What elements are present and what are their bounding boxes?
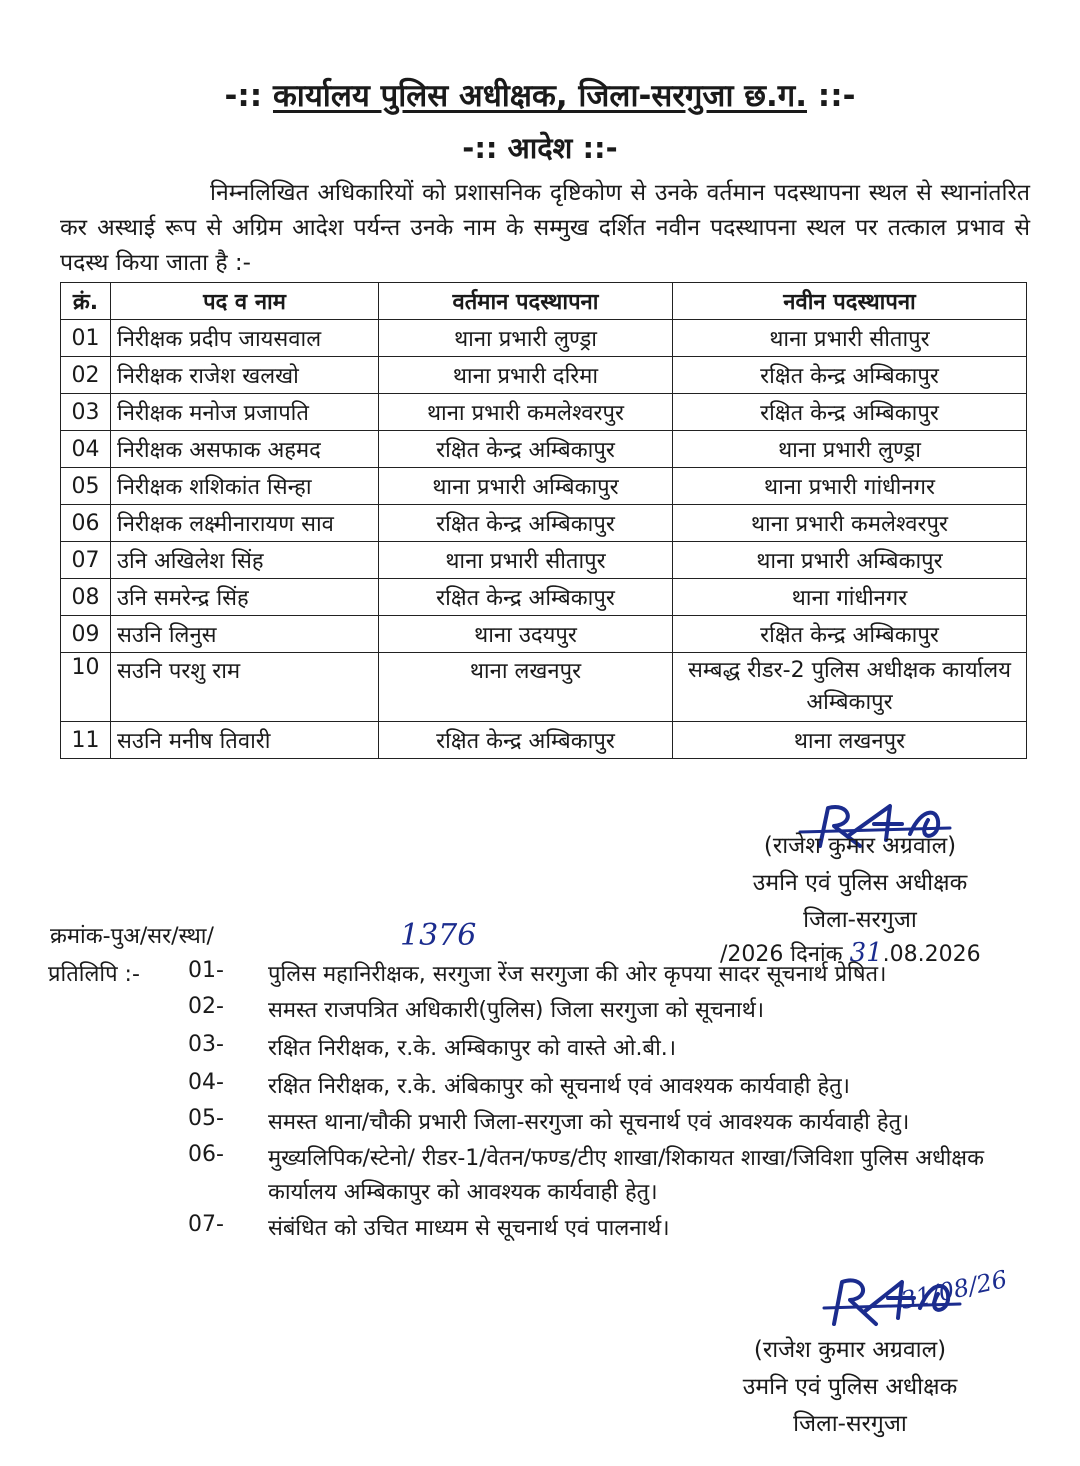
table-row bbox=[61, 431, 1027, 468]
current-posting-cell: थाना उदयपुर bbox=[379, 616, 673, 653]
serial-cell: 09 bbox=[61, 616, 111, 653]
current-posting-cell: थाना प्रभारी लुण्ड्रा bbox=[379, 320, 673, 357]
serial-cell: 02 bbox=[61, 357, 111, 394]
table-row bbox=[61, 505, 1027, 542]
item-text: रक्षित निरीक्षक, र.के. अम्बिकापुर को वास्ते ओ.बी.। bbox=[268, 1036, 677, 1061]
current-posting-cell: रक्षित केन्द्र अम्बिकापुर bbox=[379, 505, 673, 542]
serial-cell: 04 bbox=[61, 431, 111, 468]
current-posting-cell: थाना प्रभारी दरिमा bbox=[379, 357, 673, 394]
handwritten-order-number: 1376 bbox=[400, 918, 477, 953]
col-header-serial: क्रं. bbox=[61, 283, 111, 320]
item-text: रक्षित निरीक्षक, र.के. अंबिकापुर को सूचनार्थ एवं आवश्यक कार्यवाही हेतु। bbox=[268, 1074, 850, 1099]
name-cell: निरीक्षक राजेश खलखो bbox=[111, 357, 379, 394]
current-posting-cell: थाना प्रभारी सीतापुर bbox=[379, 542, 673, 579]
office-name: कार्यालय पुलिस अधीक्षक, जिला-सरगुजा छ.ग. bbox=[272, 78, 807, 114]
reference-year-date-label: /2026 दिनांक bbox=[720, 942, 843, 967]
item-text: समस्त थाना/चौकी प्रभारी जिला-सरगुजा को सूचनार्थ एवं आवश्यक कार्यवाही हेतु। bbox=[268, 1110, 910, 1135]
item-text: संबंधित को उचित माध्यम से सूचनार्थ एवं पालनार्थ। bbox=[268, 1216, 670, 1241]
col-header-new-posting: नवीन पदस्थापना bbox=[673, 283, 1027, 320]
current-posting-cell: थाना प्रभारी कमलेश्वरपुर bbox=[379, 394, 673, 431]
item-number: 01- bbox=[188, 958, 224, 983]
item-number: 06- bbox=[188, 1142, 224, 1167]
current-posting-cell: रक्षित केन्द्र अम्बिकापुर bbox=[379, 579, 673, 616]
item-number: 03- bbox=[188, 1032, 224, 1057]
table-row bbox=[61, 357, 1027, 394]
table-row bbox=[61, 579, 1027, 616]
reference-line bbox=[50, 920, 1010, 968]
new-posting-cell: थाना प्रभारी गांधीनगर bbox=[673, 468, 1027, 505]
table-row bbox=[61, 320, 1027, 357]
copy-to-label: प्रतिलिपि :- bbox=[48, 962, 140, 987]
col-header-current-posting: वर्तमान पदस्थापना bbox=[379, 283, 673, 320]
title-prefix: -:: bbox=[224, 78, 263, 114]
current-posting-cell: थाना प्रभारी अम्बिकापुर bbox=[379, 468, 673, 505]
current-posting-cell: थाना लखनपुर bbox=[379, 653, 673, 722]
item-number: 02- bbox=[188, 994, 224, 1019]
serial-cell: 11 bbox=[61, 722, 111, 759]
item-number: 07- bbox=[188, 1212, 224, 1237]
transfer-table bbox=[60, 282, 1027, 759]
signature-block-2 bbox=[710, 1332, 990, 1443]
name-cell: निरीक्षक असफाक अहमद bbox=[111, 431, 379, 468]
new-posting-cell: रक्षित केन्द्र अम्बिकापुर bbox=[673, 616, 1027, 653]
office-title bbox=[0, 74, 1080, 116]
item-text: समस्त राजपत्रित अधिकारी(पुलिस) जिला सरगुजा को सूचनार्थ। bbox=[268, 998, 765, 1023]
col-header-name: पद व नाम bbox=[111, 283, 379, 320]
title-suffix: ::- bbox=[817, 78, 856, 114]
table-row bbox=[61, 542, 1027, 579]
serial-cell: 07 bbox=[61, 542, 111, 579]
name-cell: उनि समरेन्द्र सिंह bbox=[111, 579, 379, 616]
table-row bbox=[61, 722, 1027, 759]
signatory-name: (राजेश कुमार अग्रवाल) bbox=[763, 833, 957, 859]
table-body bbox=[61, 320, 1027, 759]
item-text: पुलिस महानिरीक्षक, सरगुजा रेंज सरगुजा की ओर कृपया सादर सूचनार्थ प्रेषित। bbox=[268, 962, 887, 987]
item-text: मुख्यलिपिक/स्टेनो/ रीडर-1/वेतन/फण्ड/टीए शाखा/शिकायत शाखा/जिविशा पुलिस अधीक्षक कार्यालय अम्बिकापुर को आवश्यक कार्यवाही हेतु। bbox=[268, 1146, 984, 1205]
name-cell: सउनि परशु राम bbox=[111, 653, 379, 722]
table-row bbox=[61, 468, 1027, 505]
new-posting-cell: सम्बद्ध रीडर-2 पुलिस अधीक्षक कार्यालय अम्बिकापुर bbox=[673, 653, 1027, 722]
new-posting-cell: रक्षित केन्द्र अम्बिकापुर bbox=[673, 357, 1027, 394]
serial-cell: 03 bbox=[61, 394, 111, 431]
name-cell: निरीक्षक प्रदीप जायसवाल bbox=[111, 320, 379, 357]
serial-cell: 08 bbox=[61, 579, 111, 616]
new-posting-cell: थाना प्रभारी लुण्ड्रा bbox=[673, 431, 1027, 468]
name-cell: सउनि मनीष तिवारी bbox=[111, 722, 379, 759]
signatory-name: (राजेश कुमार अग्रवाल) bbox=[753, 1337, 947, 1363]
table-header-row bbox=[61, 283, 1027, 320]
new-posting-cell: थाना प्रभारी अम्बिकापुर bbox=[673, 542, 1027, 579]
handwritten-day: 31 bbox=[849, 938, 883, 968]
table-row bbox=[61, 616, 1027, 653]
serial-cell: 01 bbox=[61, 320, 111, 357]
name-cell: उनि अखिलेश सिंह bbox=[111, 542, 379, 579]
serial-cell: 10 bbox=[61, 653, 111, 722]
name-cell: निरीक्षक मनोज प्रजापति bbox=[111, 394, 379, 431]
serial-cell: 05 bbox=[61, 468, 111, 505]
name-cell: निरीक्षक शशिकांत सिन्हा bbox=[111, 468, 379, 505]
new-posting-cell: थाना गांधीनगर bbox=[673, 579, 1027, 616]
intro-paragraph: निम्नलिखित अधिकारियों को प्रशासनिक दृष्टिकोण से उनके वर्तमान पदस्थापना स्थल से स्थानांतरित कर अस्थाई रूप से अग्रिम आदेश पर्यन्त उनके नाम के सम्मुख दर्शित नवीन पदस्थापना स्थल पर तत्काल प्रभाव से पदस्थ किया जाता है :- bbox=[60, 180, 1030, 276]
table-row bbox=[61, 653, 1027, 722]
table-row bbox=[61, 394, 1027, 431]
current-posting-cell: रक्षित केन्द्र अम्बिकापुर bbox=[379, 431, 673, 468]
name-cell: निरीक्षक लक्ष्मीनारायण साव bbox=[111, 505, 379, 542]
name-cell: सउनि लिनुस bbox=[111, 616, 379, 653]
order-heading: -:: आदेश ::- bbox=[462, 131, 618, 165]
signatory-district: जिला-सरगुजा bbox=[803, 907, 917, 933]
signatory-designation: उमनि एवं पुलिस अधीक्षक bbox=[742, 1374, 958, 1400]
new-posting-cell: रक्षित केन्द्र अम्बिकापुर bbox=[673, 394, 1027, 431]
new-posting-cell: थाना लखनपुर bbox=[673, 722, 1027, 759]
item-number: 05- bbox=[188, 1106, 224, 1131]
handwritten-sign-date: 31/08/26 bbox=[898, 1265, 1010, 1315]
signatory-district: जिला-सरगुजा bbox=[793, 1411, 907, 1437]
new-posting-cell: थाना प्रभारी कमलेश्वरपुर bbox=[673, 505, 1027, 542]
item-number: 04- bbox=[188, 1070, 224, 1095]
new-posting-cell: थाना प्रभारी सीतापुर bbox=[673, 320, 1027, 357]
signatory-designation: उमनि एवं पुलिस अधीक्षक bbox=[752, 870, 968, 896]
serial-cell: 06 bbox=[61, 505, 111, 542]
reference-date-suffix: .08.2026 bbox=[882, 942, 981, 967]
current-posting-cell: रक्षित केन्द्र अम्बिकापुर bbox=[379, 722, 673, 759]
reference-prefix: क्रमांक-पुअ/सर/स्था/ bbox=[50, 924, 214, 949]
